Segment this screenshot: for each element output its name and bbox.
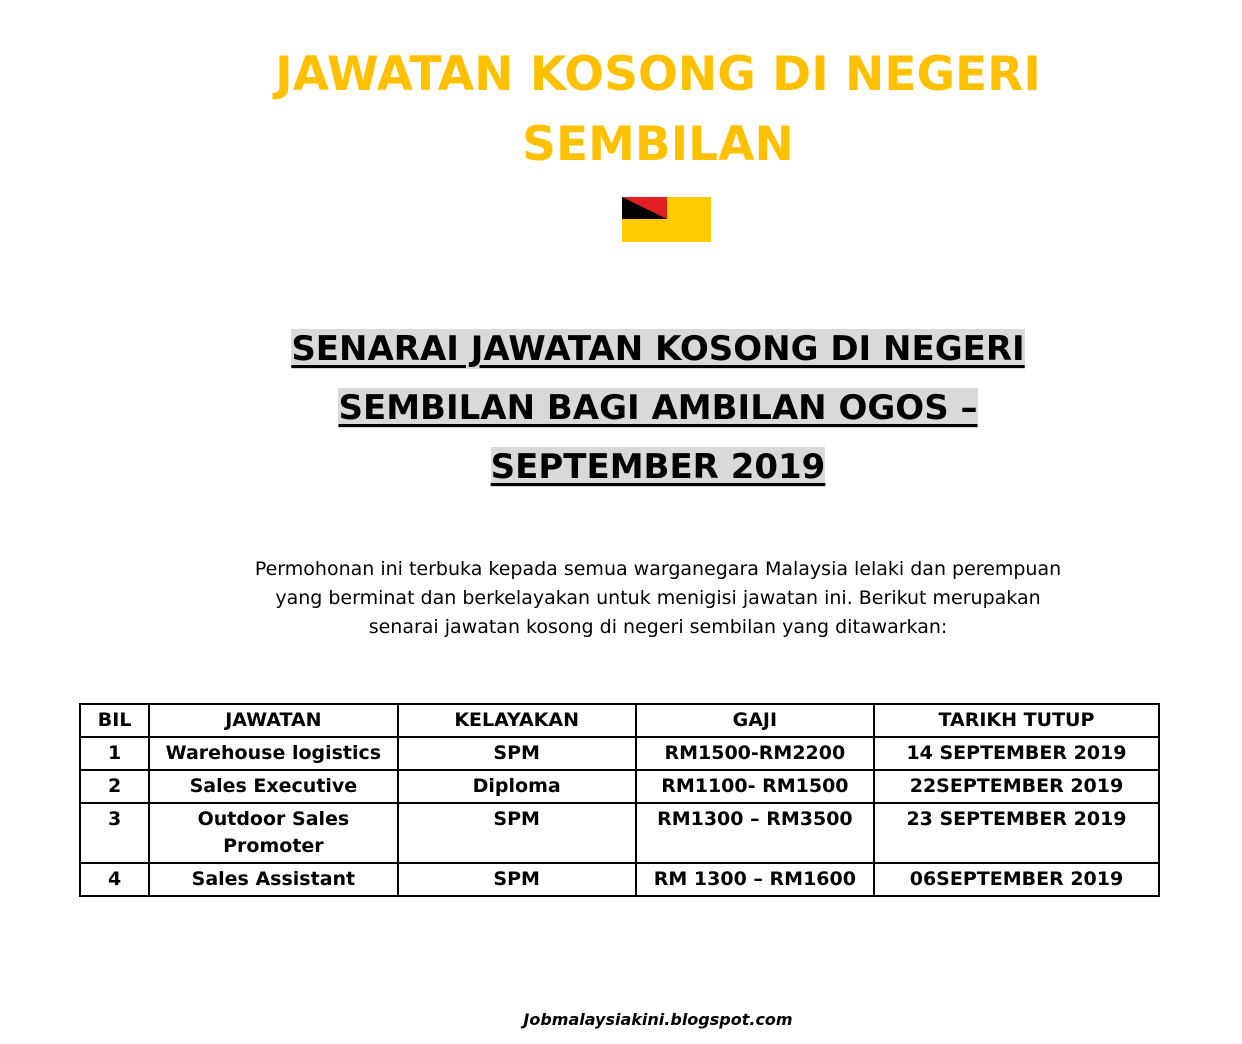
- cell-jawatan: Sales Assistant: [149, 863, 397, 896]
- table-row: [80, 863, 1159, 896]
- cell-bil: 4: [80, 863, 149, 896]
- cell-kelayakan: SPM: [398, 803, 636, 863]
- intro-paragraph: [0, 555, 1242, 642]
- cell-tarikh-tutup: 22SEPTEMBER 2019: [874, 770, 1159, 803]
- table-row: [80, 770, 1159, 803]
- page-title-line-1: JAWATAN KOSONG DI NEGERI: [275, 47, 1041, 102]
- cell-bil: 1: [80, 737, 149, 770]
- cell-kelayakan: SPM: [398, 863, 636, 896]
- cell-jawatan: Sales Executive: [149, 770, 397, 803]
- cell-bil: 2: [80, 770, 149, 803]
- cell-tarikh-tutup: 14 SEPTEMBER 2019: [874, 737, 1159, 770]
- cell-gaji: RM1100- RM1500: [636, 770, 874, 803]
- page-title-line-2: SEMBILAN: [522, 117, 794, 172]
- intro-line-2: yang berminat dan berkelayakan untuk menigisi jawatan ini. Berikut merupakan: [275, 587, 1041, 609]
- page-title: [0, 40, 1242, 180]
- intro-line-1: Permohonan ini terbuka kepada semua warganegara Malaysia lelaki dan perempuan: [254, 558, 1062, 580]
- header-tarikh-tutup: TARIKH TUTUP: [874, 704, 1159, 737]
- cell-jawatan: Outdoor Sales Promoter: [149, 803, 397, 863]
- job-vacancy-table: [79, 703, 1160, 897]
- table-row: [80, 737, 1159, 770]
- list-heading-line-2: SEMBILAN BAGI AMBILAN OGOS –: [338, 388, 978, 428]
- list-heading-line-1: SENARAI JAWATAN KOSONG DI NEGERI: [291, 329, 1025, 369]
- header-kelayakan: KELAYAKAN: [398, 704, 636, 737]
- cell-jawatan: Warehouse logistics: [149, 737, 397, 770]
- table-row: [80, 803, 1159, 863]
- intro-line-3: senarai jawatan kosong di negeri sembilan yang ditawarkan:: [368, 616, 948, 638]
- list-heading: [0, 320, 1242, 497]
- header-gaji: GAJI: [636, 704, 874, 737]
- negeri-sembilan-flag-icon: [622, 197, 711, 242]
- cell-kelayakan: Diploma: [398, 770, 636, 803]
- cell-tarikh-tutup: 23 SEPTEMBER 2019: [874, 803, 1159, 863]
- cell-kelayakan: SPM: [398, 737, 636, 770]
- header-jawatan: JAWATAN: [149, 704, 397, 737]
- list-heading-line-3: SEPTEMBER 2019: [490, 447, 826, 487]
- cell-gaji: RM 1300 – RM1600: [636, 863, 874, 896]
- table-header-row: [80, 704, 1159, 737]
- cell-gaji: RM1300 – RM3500: [636, 803, 874, 863]
- cell-bil: 3: [80, 803, 149, 863]
- source-footer: Jobmalaysiakini.blogspot.com: [523, 1010, 793, 1029]
- header-bil: BIL: [80, 704, 149, 737]
- cell-gaji: RM1500-RM2200: [636, 737, 874, 770]
- cell-tarikh-tutup: 06SEPTEMBER 2019: [874, 863, 1159, 896]
